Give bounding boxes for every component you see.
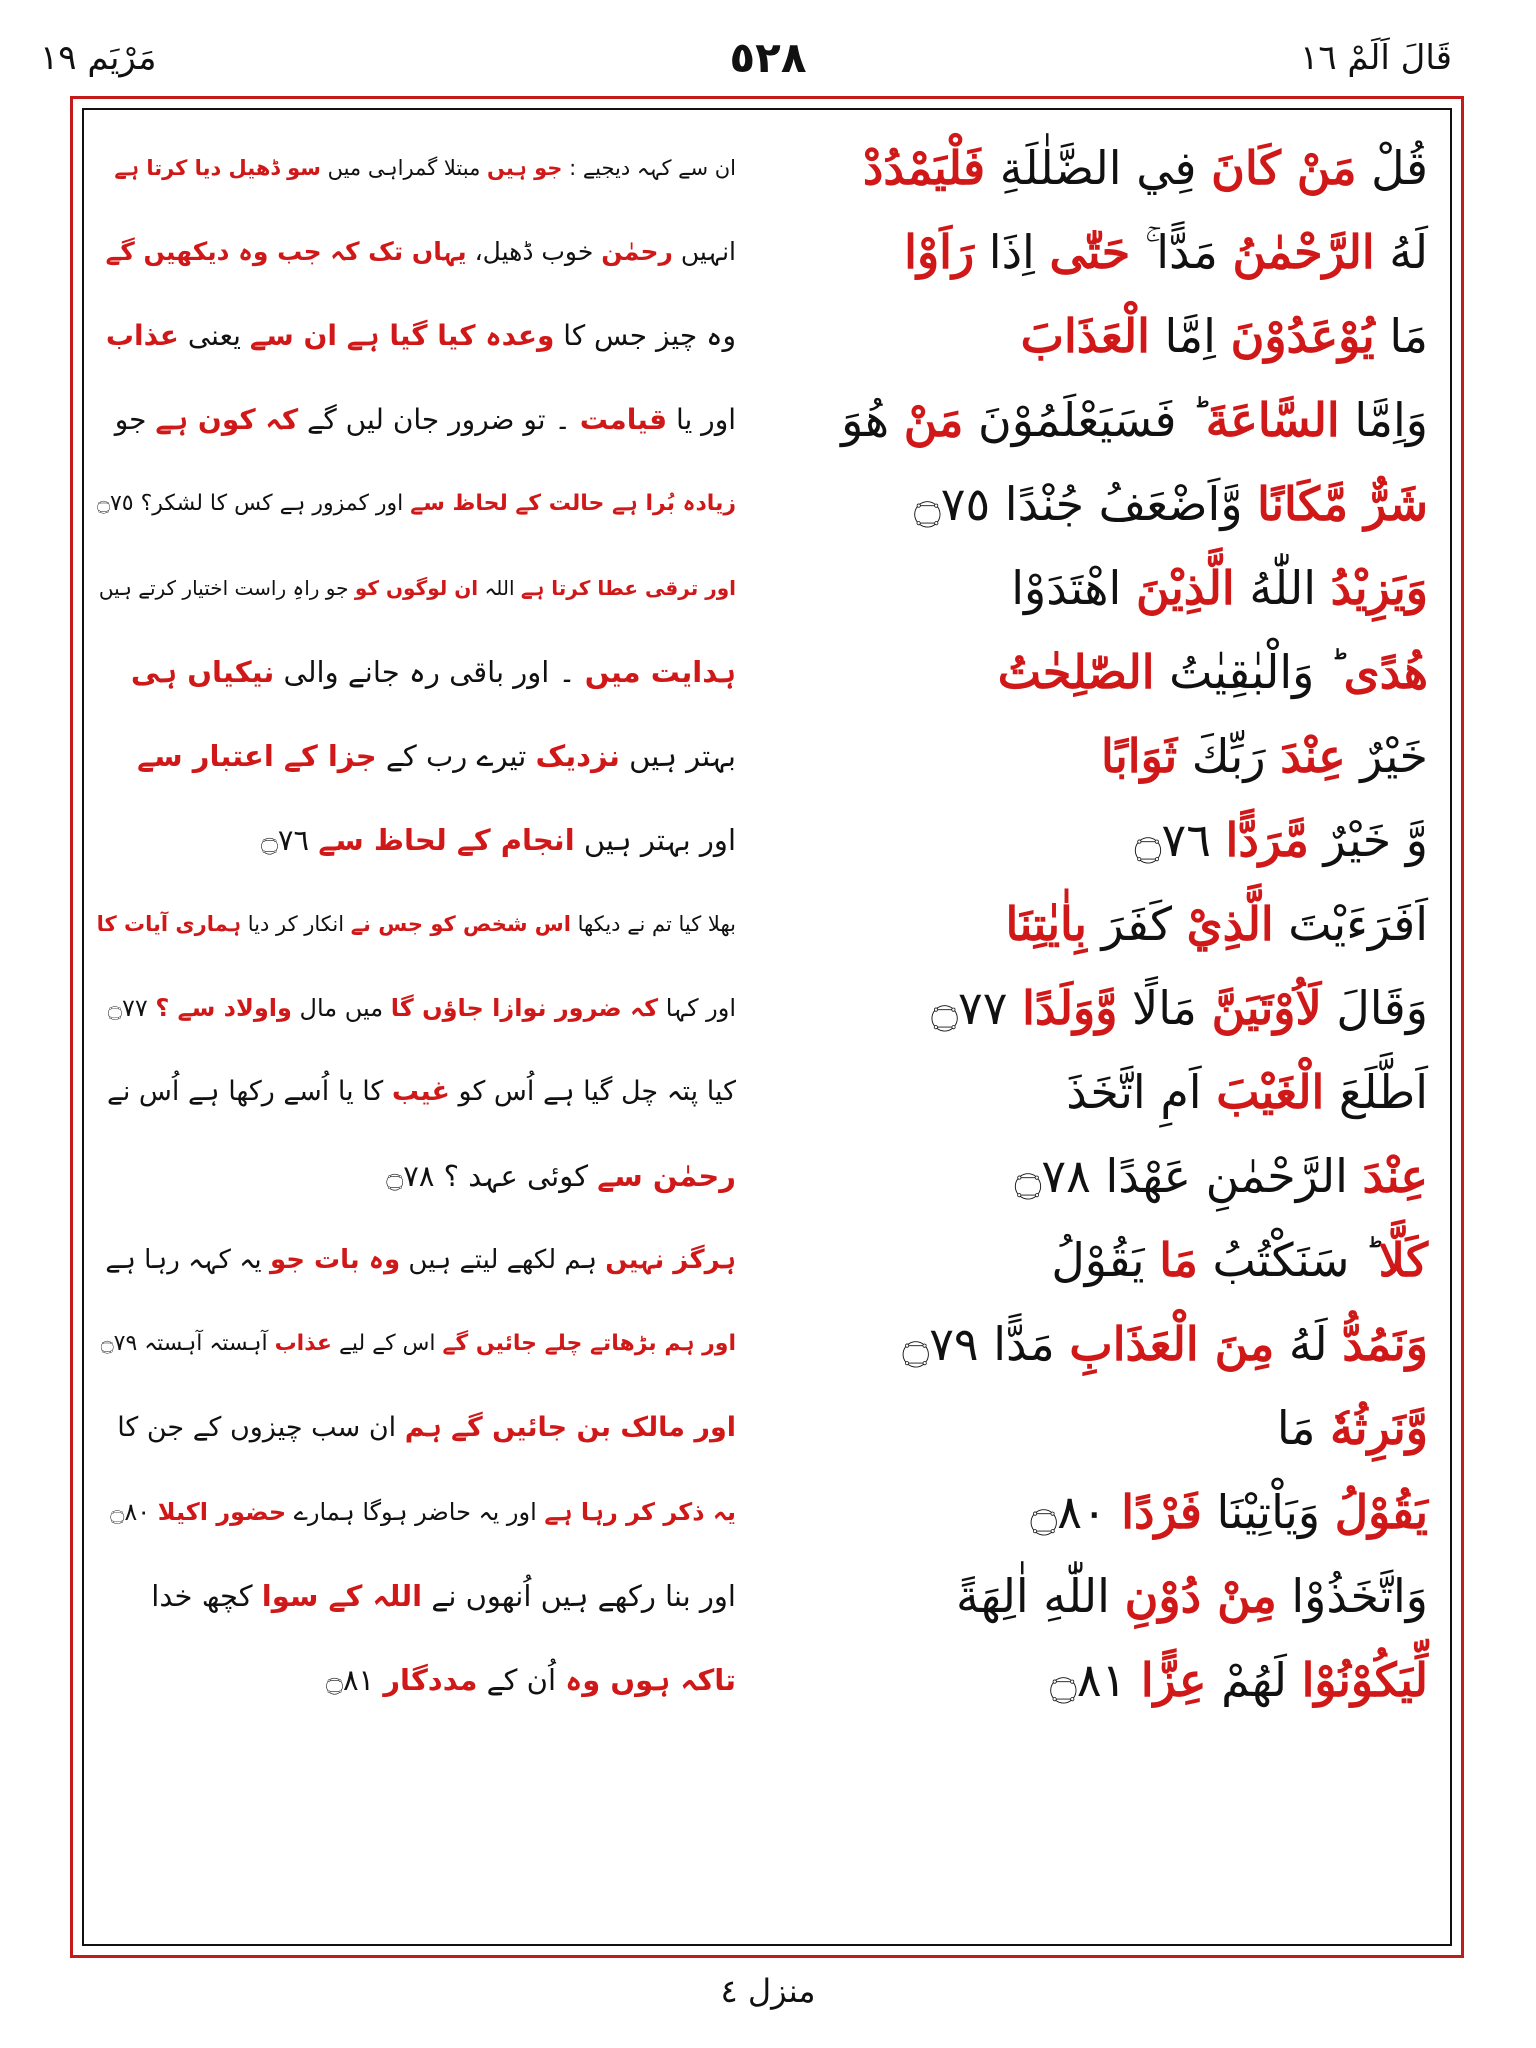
arabic-segment: بِاٰيٰتِنَا bbox=[1005, 897, 1087, 951]
urdu-segment: ۝٨٠ bbox=[110, 1498, 158, 1526]
urdu-segment: عذاب bbox=[274, 1331, 332, 1356]
urdu-translation-line bbox=[96, 714, 736, 798]
urdu-segment: خوب ڈھیل، bbox=[466, 237, 602, 266]
arabic-segment: لَهُ bbox=[1374, 225, 1428, 279]
arabic-segment: مَدًّا ۝٧٩ bbox=[902, 1317, 1070, 1371]
arabic-line bbox=[768, 1638, 1428, 1722]
urdu-segment: ۔ تو ضرور جان لیں گے bbox=[298, 403, 580, 436]
arabic-segment: اللّٰهُ bbox=[1234, 561, 1331, 615]
arabic-segment: عِنْدَ bbox=[1362, 1149, 1428, 1203]
page-number: ٥٢٨ bbox=[729, 33, 807, 82]
urdu-segment: ہم لکھے لیتے ہیں bbox=[400, 1245, 606, 1275]
arabic-segment: مَالًا bbox=[1117, 981, 1212, 1035]
urdu-segment: اس شخص کو جس نے bbox=[350, 912, 571, 936]
arabic-line bbox=[768, 1470, 1428, 1554]
arabic-segment: اِمَّا bbox=[1149, 309, 1231, 363]
arabic-line bbox=[768, 378, 1428, 462]
arabic-line bbox=[768, 294, 1428, 378]
arabic-segment: كَفَرَ bbox=[1086, 897, 1187, 951]
urdu-segment: اللہ bbox=[478, 576, 521, 600]
arabic-segment: الرَّحْمٰنُ bbox=[1232, 225, 1375, 279]
urdu-translation-line bbox=[96, 882, 736, 966]
arabic-segment: ۝٧٦ bbox=[1134, 813, 1226, 867]
arabic-line bbox=[768, 714, 1428, 798]
urdu-translation-line bbox=[96, 630, 736, 714]
urdu-segment: اور یہ حاضر ہوگا ہمارے bbox=[286, 1498, 545, 1526]
urdu-segment: انکار کر دیا bbox=[241, 912, 351, 936]
urdu-segment: ہماری آیات کا bbox=[96, 912, 242, 936]
urdu-translation-line bbox=[96, 294, 736, 378]
arabic-segment: ۝٧٧ bbox=[931, 981, 1023, 1035]
manzil-footer: منزل ٤ bbox=[720, 1972, 816, 2010]
header-surah-name: مَرْيَم ١٩ bbox=[40, 38, 157, 78]
urdu-segment: جو ہیں bbox=[487, 156, 563, 180]
urdu-segment: اور بنا رکھے ہیں اُنھوں نے bbox=[422, 1579, 736, 1613]
arabic-segment: وَّ خَيْرٌ bbox=[1308, 813, 1428, 867]
urdu-segment: تیرے رب کے bbox=[376, 739, 536, 773]
urdu-segment: اور یا bbox=[667, 403, 736, 436]
urdu-segment: یہ ذکر کر رہا ہے bbox=[544, 1498, 736, 1526]
urdu-segment: ۔ اور باقی رہ جانے والی bbox=[274, 655, 585, 689]
urdu-segment: ہدایت میں bbox=[584, 655, 736, 689]
urdu-segment: سو ڈھیل دیا کرتا ہے bbox=[114, 156, 321, 180]
arabic-segment: مَدًّا ۚ bbox=[1130, 225, 1233, 279]
arabic-segment: هُدًى bbox=[1343, 645, 1428, 699]
urdu-segment: جو bbox=[114, 403, 156, 436]
urdu-segment: کوئی عہد ؟ ۝٧٨ bbox=[386, 1159, 598, 1193]
urdu-segment: انجام کے لحاظ سے bbox=[318, 823, 575, 857]
arabic-segment: شَرٌّ مَّكَانًا bbox=[1257, 477, 1428, 531]
urdu-segment: ان سے کہہ دیجیے : bbox=[562, 156, 736, 180]
urdu-translation-line bbox=[96, 1134, 736, 1218]
urdu-segment: ۝٧٦ bbox=[260, 823, 319, 857]
urdu-translation-line bbox=[96, 462, 736, 546]
urdu-translation-line bbox=[96, 798, 736, 882]
arabic-segment: مَا bbox=[1159, 1233, 1198, 1287]
arabic-segment: ۝٨٠ bbox=[1030, 1485, 1122, 1539]
urdu-segment: نزدیک bbox=[535, 739, 620, 773]
urdu-segment: کہ ضرور نوازا جاؤں گا bbox=[390, 994, 659, 1022]
arabic-segment: فَلْيَمْدُدْ bbox=[862, 141, 986, 195]
arabic-line bbox=[768, 966, 1428, 1050]
urdu-segment: عذاب bbox=[105, 319, 179, 352]
urdu-segment: یہ کہہ رہا ہے bbox=[105, 1245, 270, 1275]
urdu-translation-line bbox=[96, 126, 736, 210]
urdu-translation-line bbox=[96, 966, 736, 1050]
arabic-segment: وَّنَرِثُهٗ bbox=[1330, 1401, 1428, 1455]
urdu-segment: مددگار bbox=[383, 1663, 478, 1697]
arabic-segment: فِي الضَّلٰلَةِ bbox=[985, 141, 1212, 195]
urdu-translation-line bbox=[96, 1302, 736, 1386]
arabic-line bbox=[768, 630, 1428, 714]
urdu-segment: انہیں bbox=[672, 237, 736, 266]
arabic-line bbox=[768, 210, 1428, 294]
urdu-segment: ان سب چیزوں کے جن کا bbox=[117, 1412, 405, 1443]
urdu-segment: اس کے لیے bbox=[331, 1331, 443, 1356]
urdu-segment: کا یا اُسے رکھا ہے اُس نے bbox=[107, 1076, 392, 1107]
urdu-segment: ۝٨١ bbox=[325, 1663, 384, 1697]
arabic-segment: اَمِ اتَّخَذَ bbox=[1066, 1065, 1217, 1119]
urdu-segment: اللہ کے سوا bbox=[261, 1579, 423, 1613]
arabic-line bbox=[768, 1050, 1428, 1134]
urdu-segment: ۝٧٧ bbox=[107, 994, 156, 1022]
arabic-segment: لَهُمْ bbox=[1206, 1653, 1302, 1707]
arabic-segment: لَاُوْتَيَنَّ bbox=[1211, 981, 1322, 1035]
urdu-segment: اور کمزور ہے کس کا لشکر؟ ۝٧٥ bbox=[97, 491, 411, 516]
urdu-segment: نیکیاں ہی bbox=[130, 655, 275, 689]
urdu-segment: اور مالک بن جائیں گے ہم bbox=[404, 1412, 736, 1443]
urdu-translation-line bbox=[96, 1470, 736, 1554]
arabic-segment: الرَّحْمٰنِ عَهْدًا ۝٧٨ bbox=[1014, 1149, 1363, 1203]
urdu-segment: میں مال bbox=[291, 994, 391, 1022]
urdu-segment: اور ترقی عطا کرتا ہے bbox=[520, 576, 736, 600]
arabic-segment: اَطَّلَعَ bbox=[1324, 1065, 1428, 1119]
urdu-segment: اور کہا bbox=[658, 994, 736, 1022]
arabic-segment: الَّذِيْ bbox=[1186, 897, 1274, 951]
arabic-segment: السَّاعَةَ bbox=[1205, 393, 1340, 447]
arabic-segment: ؕ فَسَيَعْلَمُوْنَ bbox=[963, 393, 1206, 447]
urdu-segment: اور ہم بڑھاتے چلے جائیں گے bbox=[442, 1331, 736, 1356]
urdu-segment: رحمٰن bbox=[601, 237, 673, 266]
urdu-segment: تاکہ ہوں وہ bbox=[565, 1663, 736, 1697]
urdu-segment: حضور اکیلا bbox=[157, 1498, 287, 1526]
arabic-line bbox=[768, 882, 1428, 966]
arabic-segment: يُوْعَدُوْنَ bbox=[1230, 309, 1375, 363]
arabic-segment: مَا bbox=[1374, 309, 1428, 363]
urdu-translation-line bbox=[96, 1554, 736, 1638]
arabic-line bbox=[768, 1554, 1428, 1638]
arabic-segment: اِذَا bbox=[974, 225, 1050, 279]
urdu-segment: کیا پتہ چل گیا ہے اُس کو bbox=[449, 1076, 736, 1107]
arabic-segment: رَبِّكَ bbox=[1177, 729, 1281, 783]
arabic-segment: حَتّٰى bbox=[1049, 225, 1131, 279]
arabic-line bbox=[768, 1218, 1428, 1302]
urdu-segment: زیادہ بُرا ہے حالت کے لحاظ سے bbox=[410, 491, 736, 516]
arabic-segment: مَا bbox=[1276, 1401, 1331, 1455]
arabic-segment: وَنَمُدُّ bbox=[1342, 1317, 1428, 1371]
urdu-segment: یعنی bbox=[178, 319, 250, 352]
urdu-segment: بہتر ہیں bbox=[619, 739, 736, 773]
urdu-segment: آہستہ آہستہ ۝٧٩ bbox=[100, 1331, 275, 1356]
urdu-segment: وعدہ کیا گیا ہے ان سے bbox=[249, 319, 555, 352]
arabic-segment: ۝٨١ bbox=[1049, 1653, 1141, 1707]
arabic-segment: ؕ وَالْبٰقِيٰتُ bbox=[1154, 645, 1344, 699]
arabic-line bbox=[768, 1302, 1428, 1386]
arabic-segment: وَاِمَّا bbox=[1339, 393, 1428, 447]
arabic-segment: هُوَ bbox=[841, 393, 904, 447]
arabic-segment: وَيَاْتِيْنَا bbox=[1201, 1485, 1335, 1539]
urdu-segment: وہ بات جو bbox=[269, 1245, 401, 1275]
urdu-segment: قیامت bbox=[579, 403, 668, 436]
urdu-segment: اور بہتر ہیں bbox=[574, 823, 736, 857]
urdu-segment: یہاں تک کہ جب وہ دیکھیں گے bbox=[105, 237, 467, 266]
arabic-segment: الَّذِيْنَ bbox=[1135, 561, 1235, 615]
urdu-segment: مبتلا گمراہی میں bbox=[320, 156, 487, 180]
arabic-segment: عِزًّا bbox=[1140, 1653, 1207, 1707]
arabic-line bbox=[768, 1386, 1428, 1470]
urdu-translation-line bbox=[96, 1050, 736, 1134]
arabic-segment: يَقُوْلُ bbox=[1051, 1233, 1160, 1287]
arabic-segment: كَلَّا bbox=[1378, 1233, 1428, 1287]
urdu-translation-line bbox=[96, 1386, 736, 1470]
arabic-segment: وَّاَضْعَفُ جُنْدًا ۝٧٥ bbox=[913, 477, 1258, 531]
arabic-segment: وَيَزِيْدُ bbox=[1330, 561, 1428, 615]
urdu-segment: جو راہِ راست اختیار کرتے ہیں bbox=[98, 576, 355, 600]
urdu-segment: واولاد سے ؟ bbox=[155, 994, 292, 1022]
arabic-line bbox=[768, 798, 1428, 882]
arabic-segment: خَيْرٌ bbox=[1345, 729, 1428, 783]
arabic-segment: مِنَ الْعَذَابِ bbox=[1069, 1317, 1275, 1371]
arabic-segment: مِنْ دُوْنِ bbox=[1124, 1569, 1277, 1623]
urdu-translation-line bbox=[96, 378, 736, 462]
arabic-segment: اَفَرَءَيْتَ bbox=[1273, 897, 1428, 951]
arabic-segment: رَاَوْا bbox=[904, 225, 975, 279]
urdu-translation-line bbox=[96, 1218, 736, 1302]
arabic-segment: ؕ سَنَكْتُبُ bbox=[1197, 1233, 1379, 1287]
arabic-segment: الْعَذَابَ bbox=[1020, 309, 1150, 363]
urdu-segment: ہرگز نہیں bbox=[605, 1245, 736, 1275]
arabic-line bbox=[768, 462, 1428, 546]
header-surah-juz: قَالَ اَلَمْ ١٦ bbox=[1300, 38, 1452, 78]
arabic-segment: ثَوَابًا bbox=[1100, 729, 1178, 783]
arabic-segment: وَقَالَ bbox=[1321, 981, 1428, 1035]
arabic-segment: مَّرَدًّا bbox=[1225, 813, 1309, 867]
arabic-segment: وَاتَّخَذُوْا bbox=[1276, 1569, 1428, 1623]
urdu-segment: اُن کے bbox=[477, 1663, 566, 1697]
urdu-segment: غیب bbox=[391, 1076, 450, 1107]
arabic-segment: وَّوَلَدًا bbox=[1022, 981, 1118, 1035]
arabic-segment: قُلْ bbox=[1356, 141, 1428, 195]
urdu-segment: کہ کون ہے bbox=[155, 403, 299, 436]
urdu-segment: کچھ خدا bbox=[151, 1579, 262, 1613]
arabic-segment: مَنْ bbox=[903, 393, 964, 447]
urdu-translation-line bbox=[96, 1638, 736, 1722]
arabic-segment: يَقُوْلُ bbox=[1334, 1485, 1428, 1539]
urdu-segment: ان لوگوں کو bbox=[354, 576, 479, 600]
urdu-segment: وہ چیز جس کا bbox=[554, 319, 736, 352]
urdu-segment: بھلا کیا تم نے دیکھا bbox=[570, 912, 736, 936]
urdu-segment: رحمٰن سے bbox=[597, 1159, 736, 1193]
arabic-segment: لَهُ bbox=[1274, 1317, 1343, 1371]
urdu-segment: جزا کے اعتبار سے bbox=[137, 739, 377, 773]
arabic-segment: فَرْدًا bbox=[1121, 1485, 1202, 1539]
arabic-segment: عِنْدَ bbox=[1280, 729, 1346, 783]
arabic-line bbox=[768, 546, 1428, 630]
arabic-segment: لِّيَكُوْنُوْا bbox=[1301, 1653, 1428, 1707]
arabic-segment: اهْتَدَوْا bbox=[1011, 561, 1136, 615]
arabic-segment: الصّٰلِحٰتُ bbox=[997, 645, 1155, 699]
arabic-segment: مَنْ كَانَ bbox=[1211, 141, 1357, 195]
arabic-line bbox=[768, 126, 1428, 210]
urdu-translation-line bbox=[96, 210, 736, 294]
urdu-translation-line bbox=[96, 546, 736, 630]
arabic-segment: الْغَيْبَ bbox=[1216, 1065, 1325, 1119]
arabic-segment: اللّٰهِ اٰلِهَةً bbox=[955, 1569, 1125, 1623]
arabic-line bbox=[768, 1134, 1428, 1218]
